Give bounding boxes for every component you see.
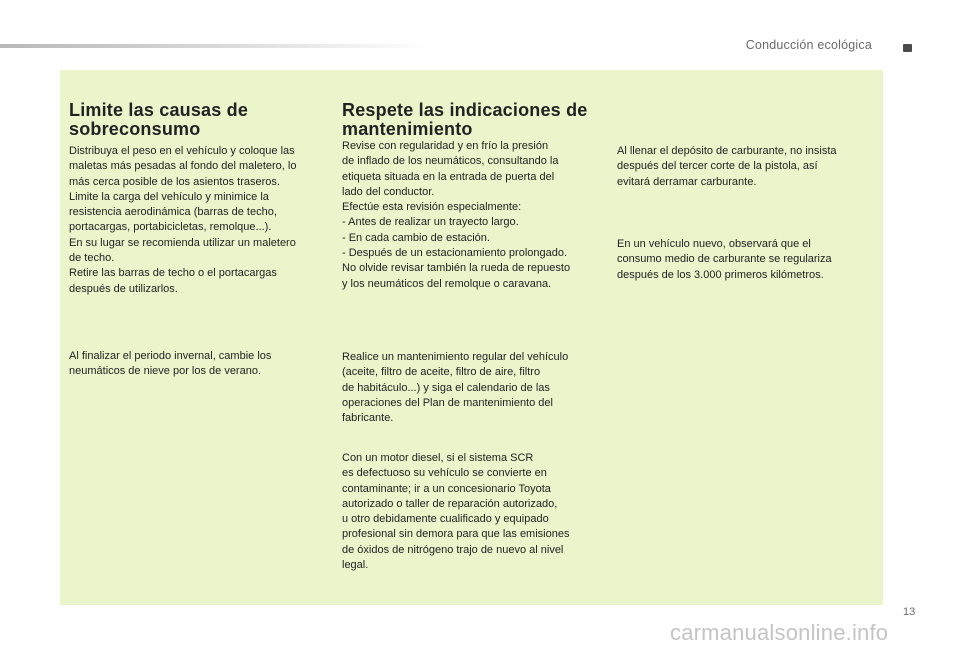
content-panel: [60, 70, 883, 605]
text-line: autorizado o taller de reparación autorizado,: [342, 497, 558, 510]
heading-line: mantenimiento: [342, 119, 473, 139]
text-line: Limite la carga del vehículo y minimice la: [69, 190, 269, 203]
text-line: En un vehículo nuevo, observará que el: [617, 238, 811, 250]
heading-line: Respete las indicaciones de: [342, 100, 588, 120]
text-line: de óxidos de nitrógeno trajo de nuevo al nivel: [342, 543, 564, 556]
paragraph-refuelling: [617, 144, 867, 190]
heading-line: sobreconsumo: [69, 119, 201, 139]
text-line: después de los 3.000 primeros kilómetros.: [617, 268, 824, 281]
text-line: resistencia aerodinámica (barras de techo,: [69, 206, 277, 219]
text-line: consumo medio de carburante se regulariza: [617, 253, 832, 266]
watermark-text: carmanualsonline.info: [670, 620, 889, 645]
text-line: es defectuoso su vehículo se convierte en: [342, 467, 547, 480]
text-line: después de utilizarlos.: [69, 282, 178, 295]
section-title: Conducción ecológica: [745, 38, 872, 52]
text-line: evitará derramar carburante.: [617, 175, 757, 188]
text-line: contaminante; ir a un concesionario Toyota: [342, 482, 551, 495]
list-item: - Después de un estacionamiento prolongado.: [342, 247, 568, 260]
text-line: neumáticos de nieve por los de verano.: [69, 365, 262, 378]
text-line: de habitáculo...) y siga el calendario de las: [342, 381, 550, 394]
heading-sobreconsumo: [69, 101, 324, 139]
text-line: Distribuya el peso en el vehículo y coloque las: [69, 145, 295, 157]
page-number: 13: [903, 606, 916, 618]
heading-mantenimiento: [342, 101, 597, 139]
heading-line: Limite las causas de: [69, 100, 249, 120]
text-line: después del tercer corte de la pistola, así: [617, 160, 818, 173]
text-line: (aceite, filtro de aceite, filtro de aire, filtro: [342, 366, 541, 379]
paragraph-scr-system: [342, 451, 597, 573]
paragraph-new-vehicle: [617, 237, 867, 283]
text-line: No olvide revisar también la rueda de repuesto: [342, 262, 571, 275]
list-item: - En cada cambio de estación.: [342, 231, 490, 244]
text-line: y los neumáticos del remolque o caravana.: [342, 277, 552, 290]
text-line: Efectúe esta revisión especialmente:: [342, 201, 522, 214]
paragraph-weight-load: [69, 144, 324, 297]
text-line: fabricante.: [342, 412, 394, 425]
paragraph-regular-maintenance: [342, 350, 597, 426]
text-line: Revise con regularidad y en frío la presión: [342, 140, 549, 152]
text-line: etiqueta situada en la entrada de puerta del: [342, 170, 555, 183]
paragraph-tyre-pressure: [342, 139, 597, 292]
text-line: Al finalizar el periodo invernal, cambie los: [69, 350, 272, 362]
list-item: - Antes de realizar un trayecto largo.: [342, 216, 519, 229]
text-line: profesional sin demora para que las emisiones: [342, 528, 570, 541]
text-line: portacargas, portabicicletas, remolque...).: [69, 221, 272, 234]
text-line: de inflado de los neumáticos, consultando la: [342, 155, 559, 168]
text-line: legal.: [342, 559, 369, 572]
text-line: operaciones del Plan de mantenimiento del: [342, 396, 553, 409]
text-line: Realice un mantenimiento regular del vehículo: [342, 351, 569, 363]
text-line: En su lugar se recomienda utilizar un maletero: [69, 236, 296, 249]
corner-marker: [903, 44, 912, 52]
text-line: más cerca posible de los asientos traseros.: [69, 175, 280, 188]
paragraph-winter-tyres: [69, 349, 324, 380]
text-line: de techo.: [69, 252, 115, 265]
text-line: lado del conductor.: [342, 185, 435, 198]
text-line: maletas más pesadas al fondo del maletero, lo: [69, 160, 297, 173]
text-line: Retire las barras de techo o el portacargas: [69, 267, 277, 280]
text-line: Al llenar el depósito de carburante, no insista: [617, 145, 837, 157]
text-line: u otro debidamente cualificado y equipado: [342, 513, 549, 526]
header-rule: [0, 44, 430, 48]
text-line: Con un motor diesel, si el sistema SCR: [342, 452, 534, 464]
